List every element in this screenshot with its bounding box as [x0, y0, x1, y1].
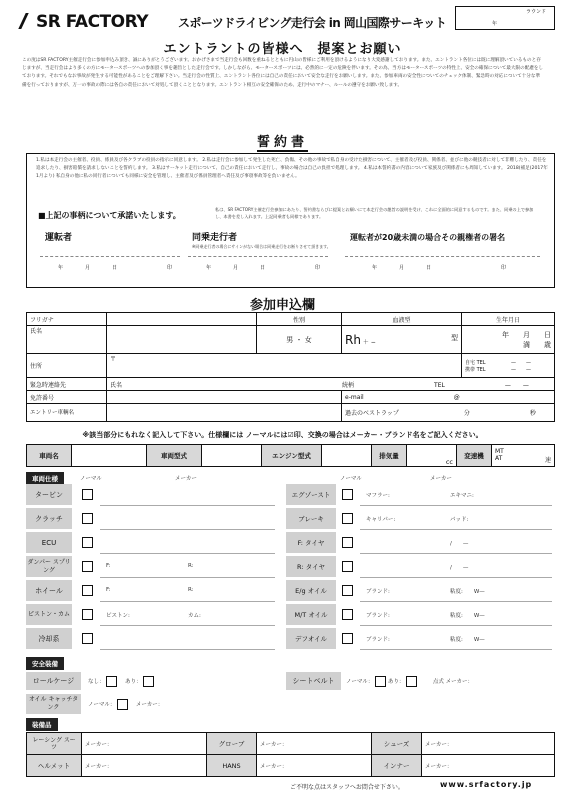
maker-header-left: メーカー — [175, 476, 197, 482]
spec-right-a-label: ブランド: — [366, 589, 390, 595]
address-label: 住所 — [27, 354, 107, 378]
spec-right-label: エグゾースト — [286, 484, 336, 505]
oath-title: 誓約書 — [256, 135, 308, 150]
spec-right-b-label: 粘度: W— — [450, 613, 485, 619]
oil-tank-label: オイル キャッチタンク — [26, 694, 81, 714]
spec-left-label: ダンパー スプリング — [26, 556, 72, 577]
engine-label: エンジン型式 — [262, 445, 322, 467]
spec-left-maker-input[interactable] — [100, 553, 275, 554]
spec-left-r-label: カム: — [188, 613, 201, 619]
helmet-input[interactable]: メーカー： — [82, 755, 207, 777]
footer-url: www.srfactory.jp — [440, 780, 533, 789]
transmission-input[interactable]: MT AT 速 — [492, 445, 555, 467]
spec-left-maker-input[interactable] — [100, 649, 275, 650]
instruction-note: ※該当部分にもれなく記入して下さい。仕様欄には ノーマルには☑印、交換の場合はメーカー・ブランド名をご記入ください。 — [82, 431, 483, 439]
logo-mark-icon — [18, 13, 35, 29]
guardian-sign-line[interactable] — [345, 256, 540, 257]
safety-title: 安全装備 — [26, 657, 64, 670]
gear-title: 装備品 — [26, 718, 58, 731]
spec-left-label: 冷却系 — [26, 628, 72, 649]
spec-left-maker-input[interactable] — [100, 625, 275, 626]
spec-left-label: ホイール — [26, 580, 72, 601]
tel-fields[interactable]: 自宅 TEL — — 携帯 TEL — — — [462, 354, 555, 378]
spec-right-maker-input[interactable] — [360, 625, 552, 626]
spec-right-b-label: パッド: — [450, 517, 469, 523]
rollcage-yes-checkbox[interactable] — [143, 676, 154, 687]
spec-right-a-label: キャリパー: — [366, 517, 396, 523]
spec-right-label: デフオイル — [286, 628, 336, 649]
spec-left-normal-checkbox[interactable] — [82, 537, 93, 548]
spec-left-maker-input[interactable] — [100, 529, 275, 530]
passenger-note: ※同乗走行者の場合にサインがない場合は同乗走行をお断りさせて頂きます。 — [192, 244, 331, 249]
displacement-input[interactable]: cc — [407, 445, 457, 467]
inner-input[interactable]: メーカー： — [422, 755, 555, 777]
spec-left-normal-checkbox[interactable] — [82, 585, 93, 596]
spec-left-label: ピストン・カム — [26, 604, 72, 625]
seatbelt-label: シートベルト — [286, 672, 341, 690]
suit-label: レーシング スーツ — [27, 733, 82, 755]
spec-right-maker-input[interactable] — [360, 601, 552, 602]
driver-label: 運転者 — [45, 233, 73, 243]
glove-input[interactable]: メーカー： — [257, 733, 372, 755]
driver-date: 年 月 日 印 — [58, 265, 173, 271]
spec-left-r-label: R: — [188, 587, 194, 593]
application-table — [26, 312, 555, 422]
guardian-date: 年 月 日 印 — [372, 265, 507, 271]
spec-right-normal-checkbox[interactable] — [342, 561, 353, 572]
gender-select[interactable]: 男 ・ 女 — [257, 326, 342, 354]
spec-right-b-label: 粘度: W— — [450, 589, 485, 595]
oath-text: 1.私は本走行会の主催者、役員、係員及び各クラブの役員の指示に同意します。 2.私は走行会に参加して発生した死亡、負傷、その他の事故で私自身の受けた損害について、主催者及び役員、関係者、並びに他の競技者に対して非難したり、責任を追求したり、損害賠償を請求しないことを誓約します。 3.私はサーキット走行について、自己の責任において走行し、事故の場合は自己の負担で処理します。 4.私は本誓約書の内容について家族及び関係者にも周知しています。 2018(補足(2017年1月より) 私自身の他に私の同行者についても同様に安全を管理し、主催者及び係員管理者へ責任及び事項事故等を負いません。 — [36, 158, 548, 179]
spec-right-a-label: ブランド: — [366, 613, 390, 619]
name-label: 氏名 — [27, 326, 107, 354]
spec-left-maker-input[interactable] — [100, 505, 275, 506]
hans-input[interactable]: メーカー： — [257, 755, 372, 777]
oil-tank-options[interactable]: ノーマル： メーカー： — [88, 699, 163, 710]
seatbelt-normal-checkbox[interactable] — [375, 676, 386, 687]
entry-car-input[interactable] — [107, 404, 342, 422]
spec-left-normal-checkbox[interactable] — [82, 513, 93, 524]
rollcage-label: ロールケージ — [26, 672, 81, 690]
inner-label: インナー — [372, 755, 422, 777]
spec-left-label: タービン — [26, 484, 72, 505]
spec-right-maker-input[interactable] — [360, 529, 552, 530]
spec-right-normal-checkbox[interactable] — [342, 609, 353, 620]
car-model-input[interactable] — [202, 445, 262, 467]
agree-note: 私は、SR FACTORY主催走行会参加にあたり、誓約書ならびに提案とお願いにて本走行会の趣旨の説明を受け、これに全面的に同意するものです。また、同乗の上で参加し、本書を差し入れます。上記同乗者も同様であります。 — [215, 207, 534, 219]
spec-right-label: R: タイヤ — [286, 556, 336, 577]
spec-right-normal-checkbox[interactable] — [342, 633, 353, 644]
spec-left-normal-checkbox[interactable] — [82, 609, 93, 620]
spec-title: 車両仕様 — [26, 472, 64, 485]
spec-right-label: F: タイヤ — [286, 532, 336, 553]
spec-right-normal-checkbox[interactable] — [342, 513, 353, 524]
name-input[interactable] — [107, 326, 257, 354]
spec-right-maker-input[interactable] — [360, 577, 552, 578]
seatbelt-options[interactable]: ノーマル： あり： 点式 メーカー： — [346, 676, 473, 687]
subtitle: エントラントの皆様へ 提案とお願い — [163, 42, 402, 57]
car-name-label: 車両名 — [27, 445, 72, 467]
furigana-input[interactable] — [107, 313, 257, 326]
spec-left-normal-checkbox[interactable] — [82, 489, 93, 500]
spec-right-b-label: / — — [450, 565, 469, 571]
spec-left-normal-checkbox[interactable] — [82, 561, 93, 572]
glove-label: グローブ — [207, 733, 257, 755]
rh-sign: ＋ − — [362, 338, 376, 346]
engine-input[interactable] — [322, 445, 372, 467]
spec-left-label: クラッチ — [26, 508, 72, 529]
normal-header-right: ノーマル — [340, 476, 362, 482]
car-name-input[interactable] — [72, 445, 147, 467]
displacement-label: 排気量 — [372, 445, 407, 467]
oil-tank-normal-checkbox[interactable] — [117, 699, 128, 710]
maker-header-right: メーカー — [430, 476, 452, 482]
spec-left-maker-input[interactable] — [100, 601, 275, 602]
spec-right-label: E/g オイル — [286, 580, 336, 601]
rollcage-none-checkbox[interactable] — [106, 676, 117, 687]
seatbelt-yes-checkbox[interactable] — [406, 676, 417, 687]
spec-right-maker-input[interactable] — [360, 649, 552, 650]
spec-right-maker-input[interactable] — [360, 553, 552, 554]
driver-sign-line[interactable] — [40, 256, 180, 257]
transmission-label: 変速機 — [457, 445, 492, 467]
spec-left-r-label: R: — [188, 563, 194, 569]
blood-type-field[interactable] — [342, 326, 462, 354]
year-label: 年 — [492, 21, 498, 27]
license-input[interactable] — [107, 391, 342, 404]
spec-right-a-label: ブランド: — [366, 637, 390, 643]
spec-right-label: ブレーキ — [286, 508, 336, 529]
round-label: ラウンド — [525, 9, 546, 15]
spec-right-b-label: エキマニ: — [450, 493, 474, 499]
rollcage-options[interactable]: なし： あり： — [88, 676, 154, 687]
agree-statement: ■上記の事柄について承諾いたします。 — [38, 211, 181, 220]
spec-left-f-label: F: — [106, 563, 111, 569]
spec-right-label: M/T オイル — [286, 604, 336, 625]
emergency-label: 緊急時連絡先 — [27, 378, 107, 391]
passenger-date: 年 月 日 印 — [206, 265, 321, 271]
address-input[interactable] — [107, 354, 462, 378]
suit-input[interactable]: メーカー： — [82, 733, 207, 755]
blood-header: 血液型 — [342, 313, 462, 326]
entry-car-label: エントリー車輌名 — [27, 404, 107, 422]
postal-mark: 〒 — [110, 356, 117, 363]
emergency-input[interactable]: 氏名 続柄 TEL — — — [107, 378, 555, 391]
spec-left-f-label: ピストン: — [106, 613, 130, 619]
spec-left-label: ECU — [26, 532, 72, 553]
shoes-input[interactable]: メーカー： — [422, 733, 555, 755]
hans-label: HANS — [207, 755, 257, 777]
rh-label: Rh — [345, 332, 361, 347]
helmet-label: ヘルメット — [27, 755, 82, 777]
spec-right-b-label: 粘度: W— — [450, 637, 485, 643]
furigana-label: フリガナ — [27, 313, 107, 326]
application-title: 参加申込欄 — [249, 298, 315, 313]
passenger-label: 同乗走行者 — [192, 233, 238, 243]
blood-type-label: 型 — [451, 333, 458, 342]
spec-right-normal-checkbox[interactable] — [342, 489, 353, 500]
spec-right-normal-checkbox[interactable] — [342, 537, 353, 548]
gender-header: 性別 — [257, 313, 342, 326]
license-label: 免許番号 — [27, 391, 107, 404]
spec-right-maker-input[interactable] — [360, 505, 552, 506]
event-title: スポーツドライビング走行会 in 岡山国際サーキット — [178, 16, 447, 30]
spec-left-normal-checkbox[interactable] — [82, 633, 93, 644]
gear-table — [26, 732, 555, 777]
guardian-label: 運転者が20歳未満の場合その親権者の署名 — [350, 233, 506, 242]
dob-header: 生年月日 — [462, 313, 555, 326]
spec-right-b-label: / — — [450, 541, 469, 547]
round-box[interactable] — [455, 6, 555, 30]
shoes-label: シューズ — [372, 733, 422, 755]
logo: SR FACTORY — [22, 12, 148, 32]
spec-right-normal-checkbox[interactable] — [342, 585, 353, 596]
email-input[interactable]: e-mail @ — [342, 391, 555, 404]
age-label: 満 歳 — [523, 340, 551, 349]
dob-input[interactable]: 年 月 日 満 歳 — [462, 326, 555, 354]
spec-right-a-label: マフラー: — [366, 493, 390, 499]
spec-left-f-label: F: — [106, 587, 111, 593]
car-model-label: 車両型式 — [147, 445, 202, 467]
normal-header-left: ノーマル — [80, 476, 102, 482]
footer-note: ご不明な点はスタッフへお問合せ下さい。 — [290, 784, 404, 791]
intro-text: この度はSR FACTORY主催走行会に参加申込み頂き、誠にありがとうございます。おかげさまで当走行会も回数を重ねるとともに円山の皆様にご利用を頂けるようになり大変感謝しております。また、エントラント各位には既に理解頂いているものと存じますが、当走行会はより多くの方にモータースポーツへの参加頂く事を趣旨とした走行会です。しかしながら、モータースポーツには、必然的に一定の危険を伴います。その為、当方はモータースポーツの特性上、安全の確保について最大限の配慮をしております。それでもなお事故が発生する可能性があることをご理解下さい。当走行会の性質上、エントラント各位には自己の責任において安全な走行をお願いします。また、参加車両の安全性についてのチェック体制、緊急時の対応について十分な準備を行っておりますが、万一の事故の際には各自の責任において対処して頂くこととなります。エントラント相互の安全確保のため、走行中のマナー、ルールの遵守をお願い致します。 — [22, 58, 544, 88]
passenger-sign-line[interactable] — [188, 256, 328, 257]
best-lap-input[interactable]: 過去のベストラップ 分 秒 — [342, 404, 555, 422]
spec-left-maker-input[interactable] — [100, 577, 275, 578]
car-info-table — [26, 444, 555, 467]
